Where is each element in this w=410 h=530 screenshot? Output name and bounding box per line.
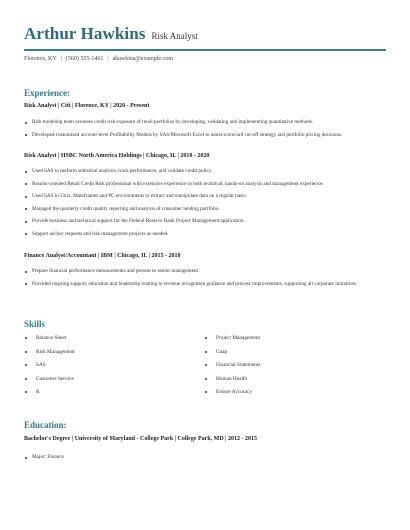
contact-email[interactable]: ahawkins@example.com	[112, 56, 173, 62]
education-bullets	[24, 454, 379, 467]
candidate-role: Risk Analyst	[151, 31, 198, 41]
skill-item: Risk Management	[24, 349, 204, 355]
list-item: Provide business and technical support for the Federal Reserve Bank Project Management application.	[24, 218, 379, 226]
job-bullets	[24, 119, 379, 144]
resume-header	[24, 24, 386, 44]
skill-item: SAS	[24, 362, 204, 368]
education-degree: Bachelor's Degree | University of Maryland - College Park | College Park, MD | 2012 - 2015	[24, 436, 257, 442]
list-item: Prepare financial performance measurements and present to senior management.	[24, 268, 379, 276]
skill-item: Balance Sheet	[24, 335, 204, 341]
skills-list	[24, 335, 384, 395]
skill-item: Gaap	[204, 349, 384, 355]
list-item: Managed the quarterly credit quality reporting and analysis of consumer lending portfolio.	[24, 206, 379, 214]
skill-item: Project Management	[204, 335, 384, 341]
contact-phone: (560) 555-1461	[65, 56, 104, 62]
education-heading: Education:	[24, 420, 67, 430]
contact-separator: |	[107, 56, 109, 62]
list-item: Risk modeling team oversees credit risk exposure of retail portfolios by developing, validating and implementing quantitative methods.	[24, 119, 379, 127]
job-bullets	[24, 268, 379, 293]
candidate-name: Arthur Hawkins	[24, 24, 146, 43]
job-bullets	[24, 168, 379, 243]
skill-item: R	[24, 389, 204, 395]
job-heading: Finance Analyst/Accountant | IBM | Chicago, IL | 2015 - 2018	[24, 253, 181, 259]
list-item: Used SAS in Unix, Mainframes and PC environments to extract and manipulate data on a regular basis.	[24, 193, 379, 201]
contact-separator: |	[60, 56, 62, 62]
experience-heading: Experience:	[24, 88, 70, 98]
skill-item: Ensure Accuracy	[204, 389, 384, 395]
list-item: Results-oriented Retail Credit Risk professional with extensive experience in both technical, hands-on analysis and management experience.	[24, 181, 379, 189]
header-divider	[24, 49, 386, 51]
list-item: Major: Finance	[24, 454, 379, 462]
contact-line	[24, 56, 173, 62]
list-item: Provided ongoing support, education and leadership relating to revenue recognition guidance and process improvements, supporting all corporate initiatives.	[24, 281, 379, 289]
contact-location: Florence, KY	[24, 56, 57, 62]
name-row	[24, 24, 386, 44]
list-item: Used SAS to perform statistical analysis, track performance, and validate credit policy.	[24, 168, 379, 176]
list-item: Support ad-hoc requests and risk management projects as needed.	[24, 231, 379, 239]
list-item: Developed customized account-level Profitability Models by SAS/Microsoft Excel to assist scorecard cut-off strategy and portfolio pricing decisions.	[24, 132, 379, 140]
skill-item: Customer Service	[24, 376, 204, 382]
skill-item: Financial Statements	[204, 362, 384, 368]
skill-item: Human Health	[204, 376, 384, 382]
job-heading: Risk Analyst | HSBC North America Holdings | Chicago, IL | 2018 - 2020	[24, 153, 210, 159]
skills-heading: Skills	[24, 319, 46, 329]
job-heading: Risk Analyst | Citi | Florence, KY | 2020 - Present	[24, 103, 150, 109]
